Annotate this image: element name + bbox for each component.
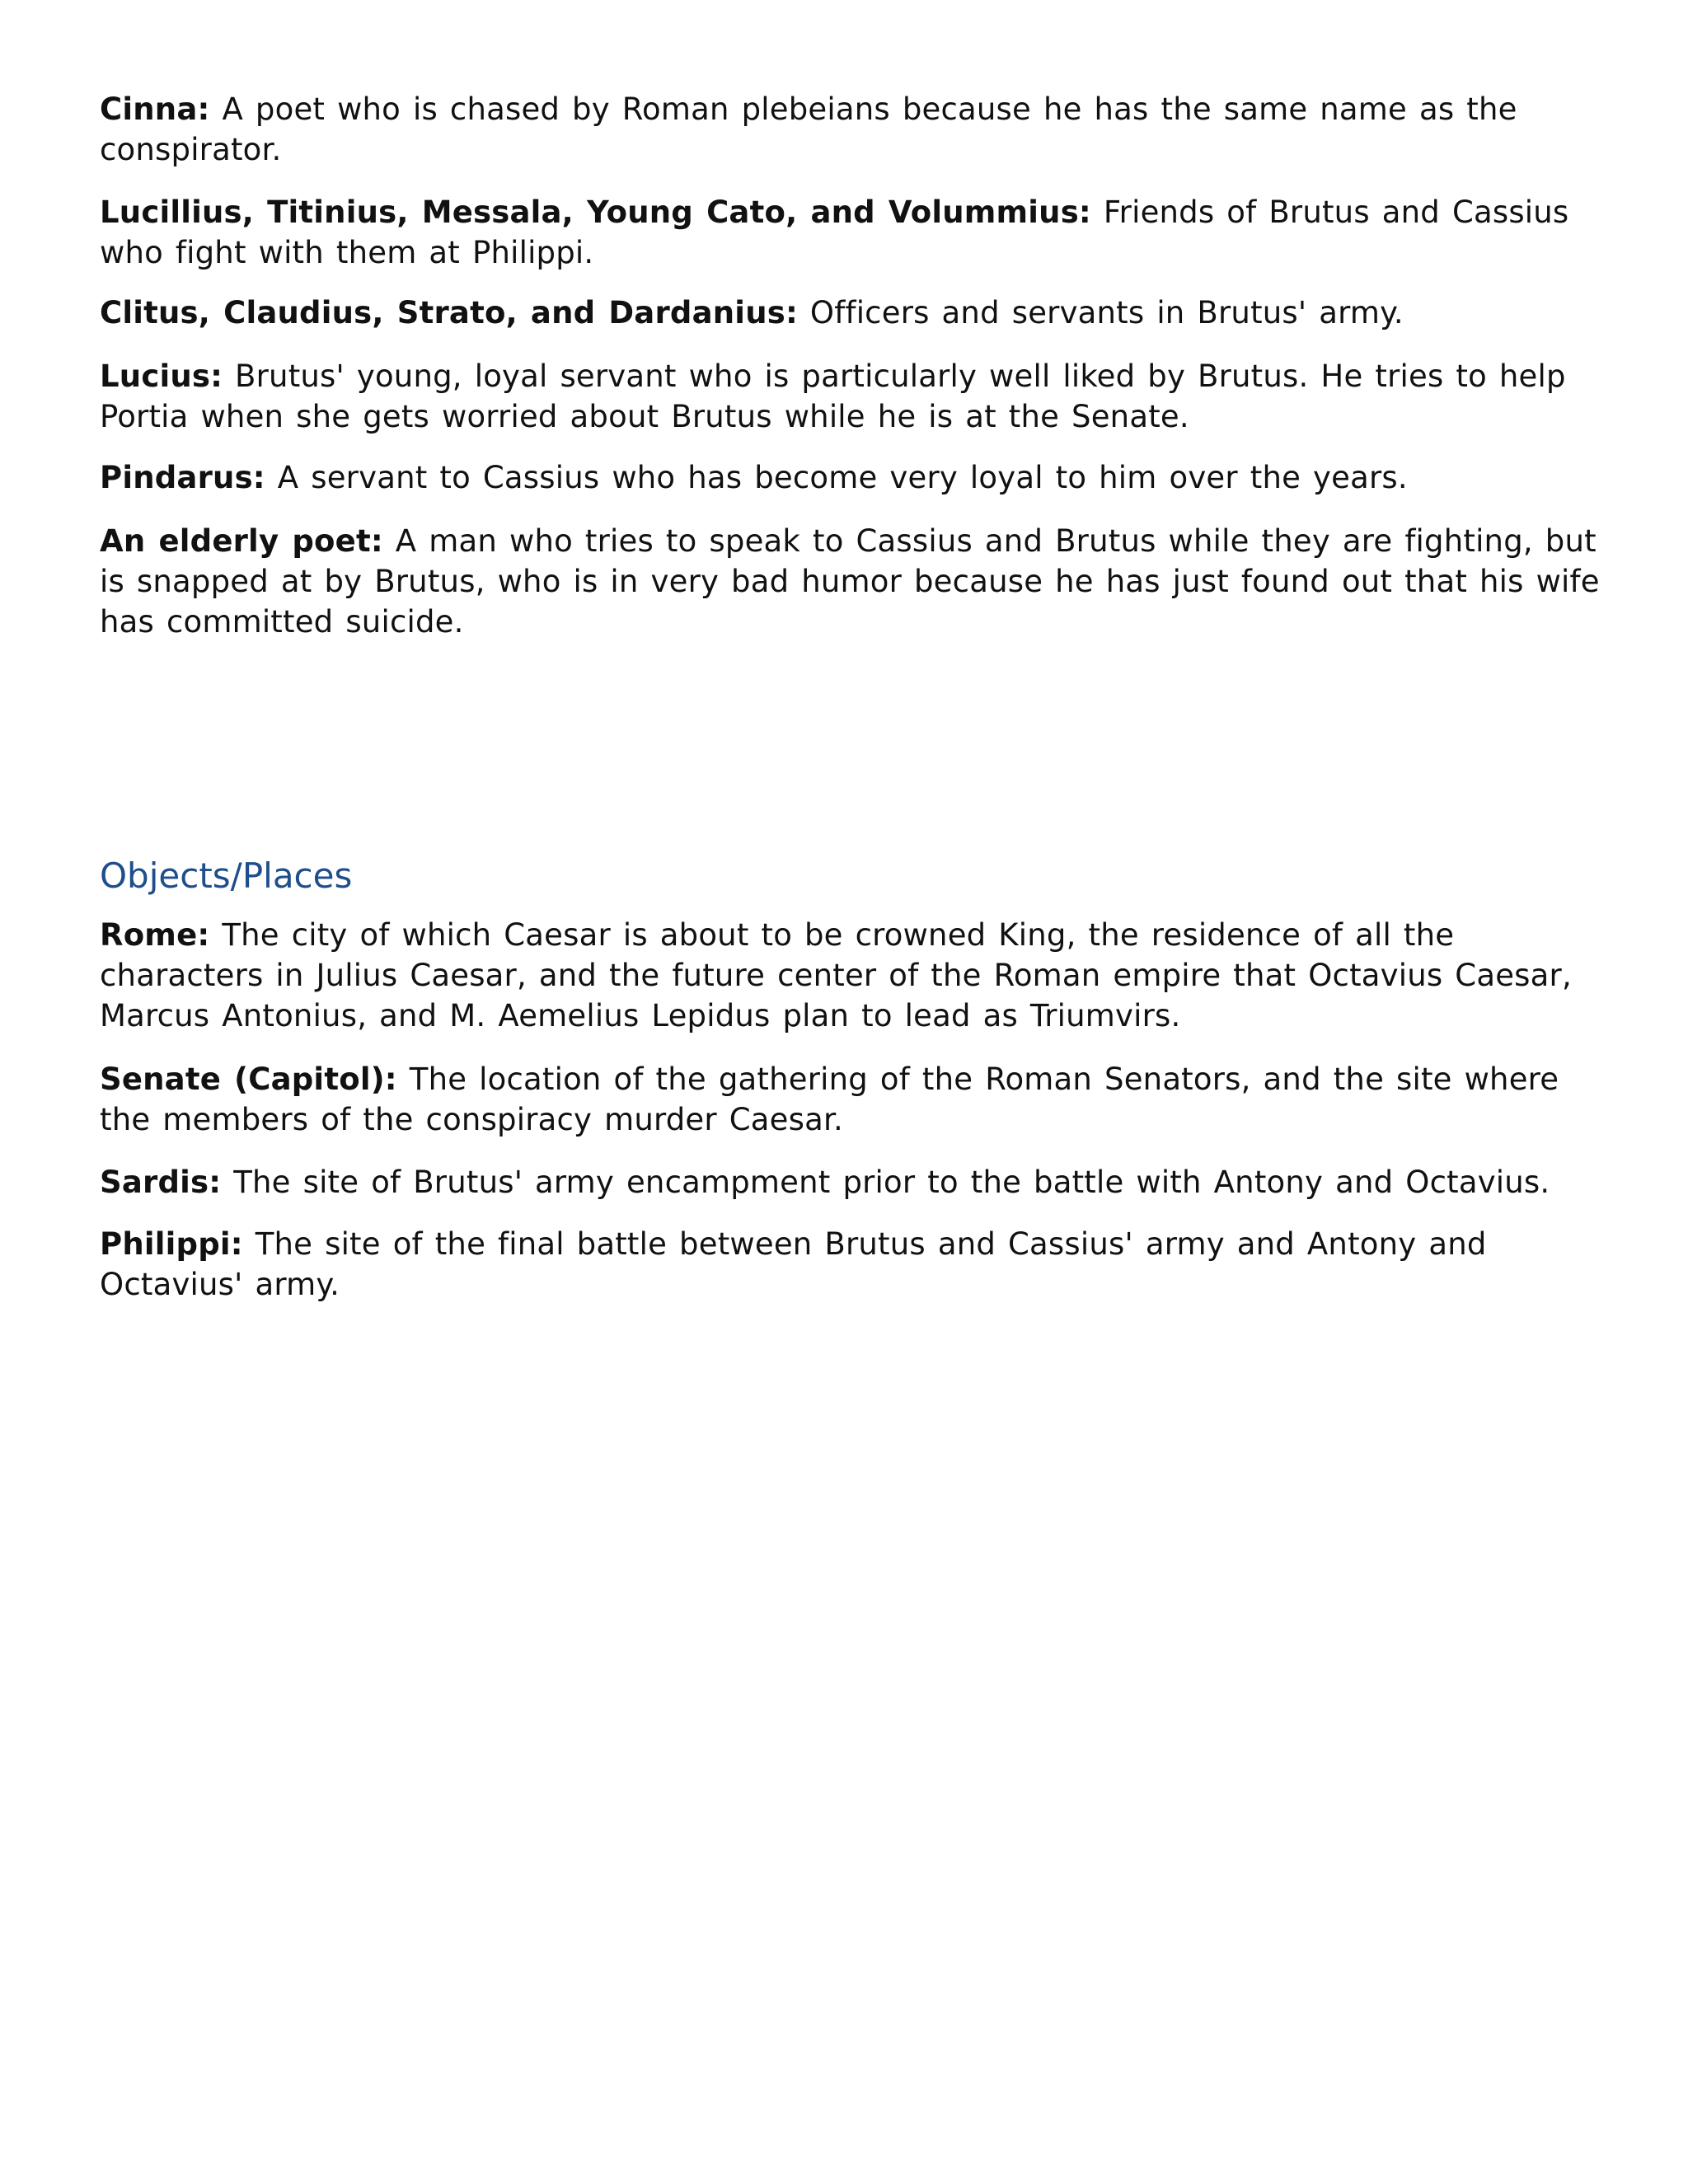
entry-term: Lucillius, Titinius, Messala, Young Cato, and Volummius: bbox=[100, 194, 1091, 230]
entry-term: Lucius: bbox=[100, 359, 223, 394]
character-entry-friends bbox=[100, 192, 1600, 273]
place-entry-sardis bbox=[100, 1162, 1600, 1202]
entry-description: The city of which Caesar is about to be crowned King, the residence of all the characters in Julius Caesar, and the future center of the Roman empire that Octavius Caesar, Marcus Antonius, and M. Aemelius Lepidus plan to lead as Triumvirs. bbox=[100, 917, 1572, 1033]
entry-term: Senate (Capitol): bbox=[100, 1062, 397, 1097]
entry-term: Clitus, Claudius, Strato, and Dardanius: bbox=[100, 295, 798, 330]
entry-description: The location of the gathering of the Roman Senators, and the site where the members of the conspiracy murder Caesar. bbox=[100, 1062, 1559, 1137]
place-entry-rome bbox=[100, 915, 1600, 1036]
section-heading-objects-places: Objects/Places bbox=[100, 855, 353, 896]
entry-term: An elderly poet: bbox=[100, 523, 383, 559]
place-entry-philippi bbox=[100, 1224, 1600, 1305]
entry-description: The site of the final battle between Brutus and Cassius' army and Antony and Octavius' army. bbox=[100, 1226, 1487, 1302]
entry-term: Philippi: bbox=[100, 1226, 243, 1262]
character-entry-lucius bbox=[100, 356, 1600, 437]
entry-description: Friends of Brutus and Cassius who fight with them at Philippi. bbox=[100, 194, 1569, 270]
character-entry-officers bbox=[100, 293, 1600, 333]
entry-description: Officers and servants in Brutus' army. bbox=[797, 295, 1404, 330]
place-entry-senate bbox=[100, 1059, 1600, 1140]
entry-description: A man who tries to speak to Cassius and Brutus while they are fighting, but is snapped at by Brutus, who is in very bad humor because he has just found out that his wife has committed suicide. bbox=[100, 523, 1600, 640]
entry-term: Cinna: bbox=[100, 91, 210, 127]
entry-description: A poet who is chased by Roman plebeians because he has the same name as the conspirator. bbox=[100, 91, 1517, 167]
character-entry-elderly-poet bbox=[100, 521, 1600, 642]
entry-description: Brutus' young, loyal servant who is particularly well liked by Brutus. He tries to help Portia when she gets worried about Brutus while he is at the Senate. bbox=[100, 359, 1566, 434]
character-entry-cinna bbox=[100, 89, 1600, 170]
entry-term: Pindarus: bbox=[100, 460, 265, 495]
entry-description: The site of Brutus' army encampment prior to the battle with Antony and Octavius. bbox=[221, 1165, 1550, 1200]
entry-term: Rome: bbox=[100, 917, 210, 953]
entry-description: A servant to Cassius who has become very loyal to him over the years. bbox=[265, 460, 1408, 495]
entry-term: Sardis: bbox=[100, 1165, 222, 1200]
character-entry-pindarus bbox=[100, 457, 1600, 498]
